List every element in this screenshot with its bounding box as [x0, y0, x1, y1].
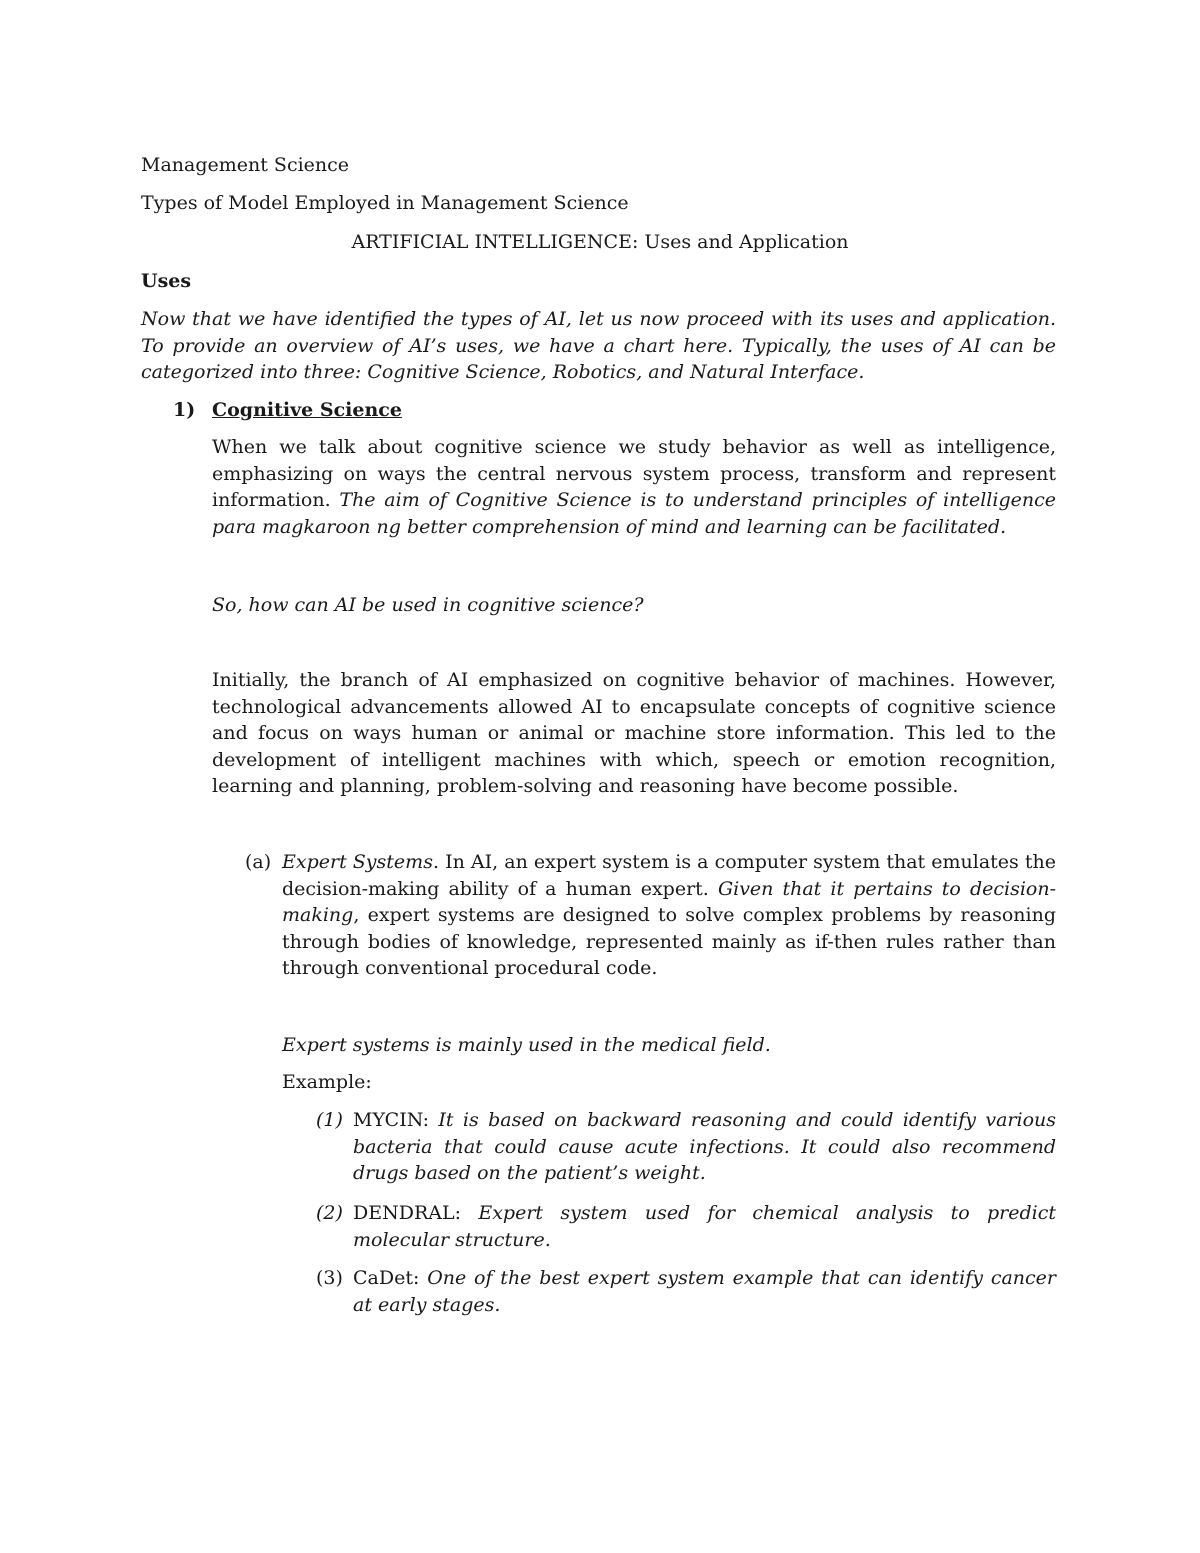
example-marker: (3)	[316, 1267, 343, 1289]
example-marker: (1)	[316, 1109, 343, 1131]
uses-intro: Now that we have identified the types of AI, let us now proceed with its uses and application. To provide an overview of AI’s uses, we have a chart here. Typically, the uses of AI can be categorized into three: Cognitive Science, Robotics, and Natural Interface.	[141, 308, 1056, 383]
expert-systems-paragraph	[282, 849, 1056, 982]
example-description: It is based on backward reasoning and could identify various bacteria that could cause acute infections. It could also recommend drugs based on the patient’s weight.	[353, 1109, 1057, 1184]
example-name: MYCIN:	[353, 1109, 430, 1131]
example-name: CaDet:	[353, 1267, 420, 1289]
example-name: DENDRAL:	[353, 1202, 462, 1224]
expert-systems-definition: . In AI, an expert system is a computer system that emulates the decision-making ability of a human expert.	[282, 851, 1057, 900]
uses-heading: Uses	[141, 270, 192, 292]
medical-field-note: Expert systems is mainly used in the medical field.	[282, 1034, 771, 1056]
example-item	[353, 1200, 1056, 1253]
topic-line: Types of Model Employed in Management Science	[141, 192, 629, 214]
cognitive-definition: When we talk about cognitive science we study behavior as well as intelligence, emphasizing on ways the central nervous system process, transform and represent information.	[212, 436, 1056, 511]
example-description: Expert system used for chemical analysis to predict molecular structure.	[353, 1202, 1056, 1251]
expert-systems-description: , expert systems are designed to solve complex problems by reasoning through bodies of knowledge, represented mainly as if-then rules rather than through conventional procedural code.	[282, 904, 1056, 979]
document-title: ARTIFICIAL INTELLIGENCE: Uses and Application	[351, 231, 849, 253]
section-number: 1)	[173, 399, 196, 421]
expert-systems-term: Expert Systems	[282, 851, 433, 873]
cognitive-science-heading: Cognitive Science	[212, 399, 402, 421]
example-item	[353, 1265, 1056, 1318]
cognitive-question: So, how can AI be used in cognitive science?	[212, 594, 644, 616]
expert-systems-emphasis: Given that it pertains to decision-making	[282, 877, 1056, 926]
cognitive-history-paragraph: Initially, the branch of AI emphasized on cognitive behavior of machines. However, technological advancements allowed AI to encapsulate concepts of cognitive science and focus on ways human or animal or machine store information. This led to the development of intelligent machines with which, speech or emotion recognition, learning and planning, problem-solving and reasoning have become possible.	[212, 669, 1056, 797]
example-description: One of the best expert system example that can identify cancer at early stages.	[353, 1267, 1056, 1316]
course-name: Management Science	[141, 154, 350, 176]
list-marker-a: (a)	[245, 851, 272, 873]
cognitive-aim: The aim of Cognitive Science is to understand principles of intelligence para magkaroon ng better comprehension of mind and learning can be facilitated.	[212, 489, 1056, 538]
example-item	[353, 1107, 1056, 1187]
example-marker: (2)	[316, 1202, 343, 1224]
cognitive-paragraph	[212, 434, 1056, 540]
example-label: Example:	[282, 1071, 372, 1093]
